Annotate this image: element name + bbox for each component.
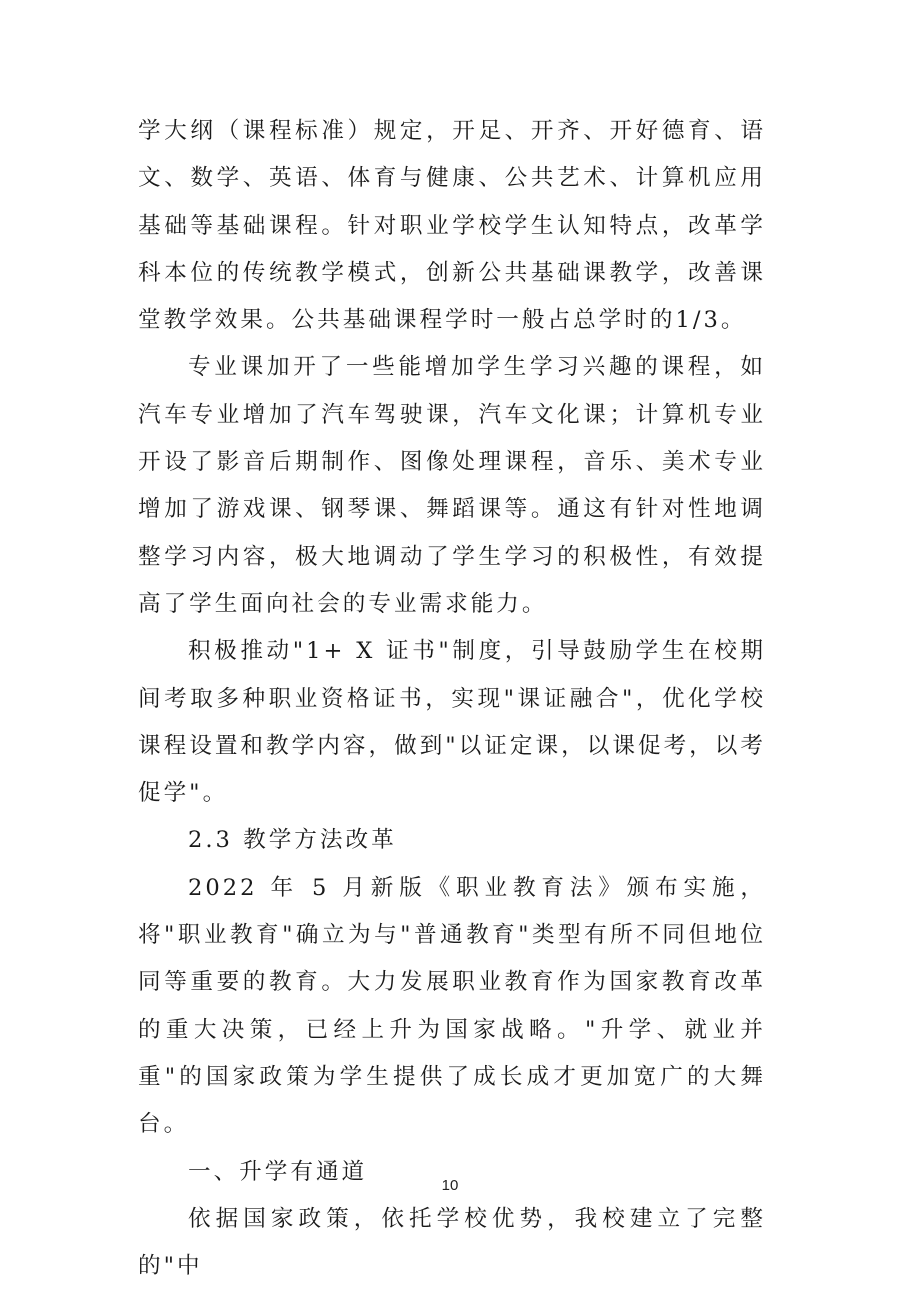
paragraph-professional-courses: 专业课加开了一些能增加学生学习兴趣的课程，如汽车专业增加了汽车驾驶课，汽车文化课；计算机专业开设了影音后期制作、图像处理课程，音乐、美术专业增加了游戏课、钢琴课、舞蹈课等。通这有针对性地调整学习内容，极大地调动了学生学习的积极性，有效提高了学生面向社会的专业需求能力。 bbox=[138, 354, 766, 617]
paragraph-curriculum-continued: 学大纲（课程标准）规定，开足、开齐、开好德育、语文、数学、英语、体育与健康、公共艺术、计算机应用基础等基础课程。针对职业学校学生认知特点，改革学科本位的传统教学模式，创新公共基础课教学，改善课堂教学效果。公共基础课程学时一般占总学时的1/3。 bbox=[138, 118, 766, 334]
paragraph-vocational-education-law: 2022 年 5 月新版《职业教育法》颁布实施，将"职业教育"确立为与"普通教育"类型有所不同但地位同等重要的教育。大力发展职业教育作为国家教育改革的重大决策，已经上升为国家战略。"升学、就业并重"的国家政策为学生提供了成长成才更加宽广的大舞台。 bbox=[138, 874, 766, 1138]
subheading-further-study-channel: 一、升学有通道 bbox=[188, 1158, 368, 1185]
section-heading-teaching-method-reform: 2.3 教学方法改革 bbox=[188, 827, 397, 854]
paragraph-1x-certificate: 积极推动"1+ X 证书"制度，引导鼓励学生在校期间考取多种职业资格证书，实现"课证融合"，优化学校课程设置和教学内容，做到"以证定课，以课促考，以考促学"。 bbox=[138, 638, 766, 807]
document-page bbox=[138, 108, 766, 1290]
page-number: 10 bbox=[441, 1177, 459, 1194]
paragraph-school-system: 依据国家政策，依托学校优势，我校建立了完整的"中 bbox=[138, 1205, 766, 1280]
